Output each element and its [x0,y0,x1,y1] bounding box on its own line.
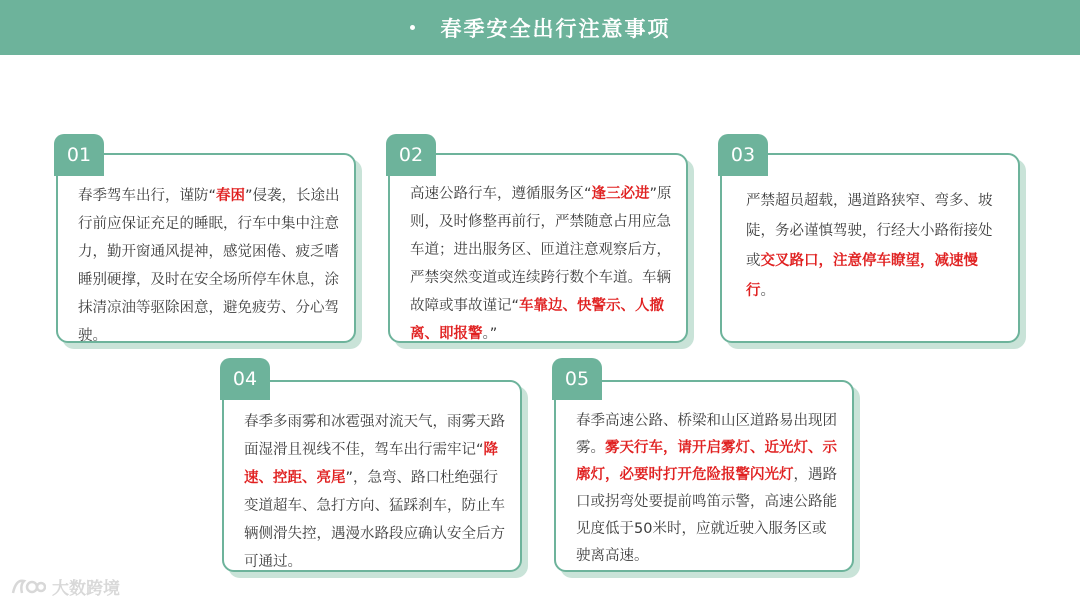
card-text [746,186,1002,306]
body-text: “ [584,186,592,202]
body-text: 严禁超员超载，遇道路狭窄、弯多、坡陡，务必谨慎驾驶，行经大小路衔接处或 [746,193,993,269]
body-text: 春季驾车出行，谨防 [78,188,209,204]
card-text [410,180,674,348]
body-text: ，遇路口或拐弯处要提前鸣笛示警，高速公路能见度低于50米时，应就近驶入服务区或驶离高速。 [576,467,837,564]
highlight-text: 降速、控距、亮尾 [244,442,499,486]
header-bar [0,0,1080,55]
watermark-logo-icon [10,575,46,599]
body-text: “ [208,188,217,204]
card-text [244,408,508,576]
body-text: “ [511,298,520,314]
body-text: 。” [482,326,498,342]
card-text [78,182,340,350]
body-text: 。 [760,283,775,299]
body-text: “ [476,442,484,458]
card-number-badge: 01 [54,134,104,176]
watermark-text: 大数跨境 [52,579,120,599]
page-title: 春季安全出行注意事项 [440,16,671,41]
body-text: 春季高速公路、桥梁和山区道路易出现团雾。 [576,413,837,456]
body-text: 春季多雨雾和冰雹强对流天气，雨雾天路面湿滑且视线不佳，驾车出行需牢记 [244,414,505,458]
body-text: ”侵袭，长途出行前应保证充足的睡眠，行车中集中注意力，勤开窗通风提神，感觉困倦、疲乏嗜睡别硬撑，及时在安全场所停车休息，涂抹清凉油等驱除困意，避免疲劳、分心驾驶。 [78,188,340,344]
body-text: ”，急弯、路口杜绝强行变道超车、急打方向、猛踩刹车，防止车辆侧滑失控，遇漫水路段应确认安全后方可通过。 [244,470,505,570]
highlight-text: 交叉路口，注意停车瞭望，减速慢行 [746,253,978,299]
highlight-text: 逢三必进 [591,186,650,202]
bullet-dot-icon [410,25,415,30]
card-number-badge: 05 [552,358,602,400]
body-text: ”原则，及时修整再前行，严禁随意占用应急车道；进出服务区、匝道注意观察后方，严禁突然变道或连续跨行数个车道。车辆故障或事故谨记 [410,186,672,314]
watermark [10,574,120,599]
card-number-badge: 04 [220,358,270,400]
highlight-text: 雾天行车，请开启雾灯、近光灯、示廓灯，必要时打开危险报警闪光灯 [576,440,837,483]
body-text: 高速公路行车，遵循服务区 [410,186,584,202]
card-text [576,408,840,570]
highlight-text: 车靠边、快警示、人撤离、即报警 [410,298,665,342]
card-number-badge: 02 [386,134,436,176]
card-number-badge: 03 [718,134,768,176]
highlight-text: 春困 [216,188,246,204]
